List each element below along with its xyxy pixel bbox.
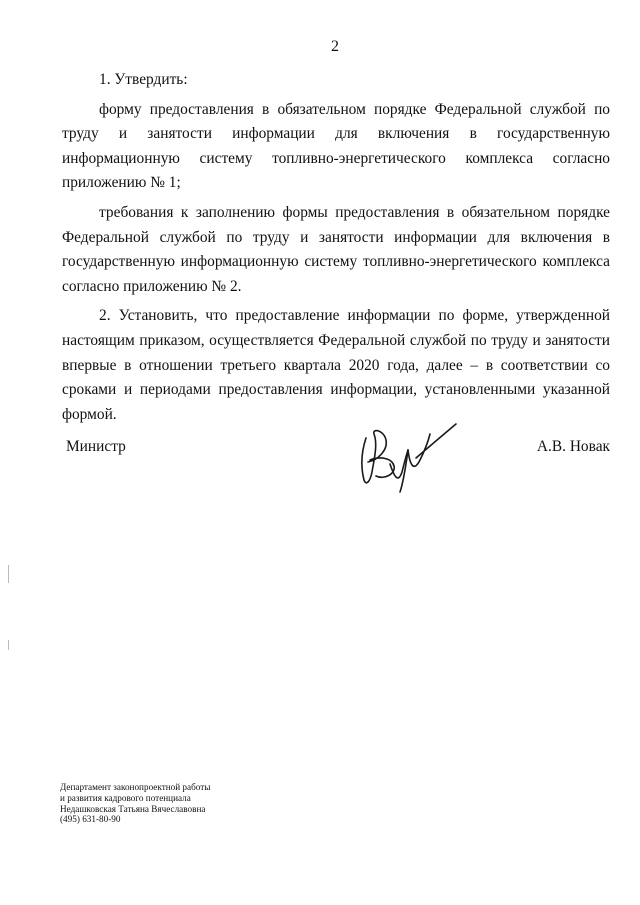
document-body [62, 68, 610, 432]
paragraph-form: форму предоставления в обязательном порядке Федеральной службой по труду и занятости информации для включения в государственную информационную систему топливно-энергетического комплекса согласно приложению № 1; [62, 100, 610, 192]
scan-edge-mark [8, 640, 9, 650]
executor-phone: (495) 631-80-90 [60, 814, 121, 825]
signer-name: А.В. Новак [536, 438, 610, 455]
handwritten-signature [344, 420, 464, 500]
executor-department: Департамент законопроектной работы [60, 782, 211, 792]
signer-position: Министр [66, 438, 126, 455]
executor-department-cont: и развития кадрового потенциала [60, 792, 191, 803]
paragraph-establish: 2. Установить, что предоставление информации по форме, утвержденной настоящим приказом, осуществляется Федеральной службой по труду и занятости впервые в отношении третьего квартала 2020 года, далее – в соответствии со сроками и периодами предоставления информации, установленными указанной формой. [62, 307, 610, 423]
signature-block [66, 438, 610, 508]
paragraph-approve: 1. Утвердить: [99, 71, 188, 88]
executor-info [60, 782, 360, 825]
page-number: 2 [331, 38, 339, 55]
executor-name: Недашковская Татьяна Вячеславовна [60, 803, 206, 814]
scan-edge-mark [8, 565, 9, 583]
paragraph-requirements: требования к заполнению формы предоставления в обязательном порядке Федеральной службой по труду и занятости информации для включения в государственную информационную систему топливно-энергетического комплекса согласно приложению № 2. [62, 203, 610, 295]
